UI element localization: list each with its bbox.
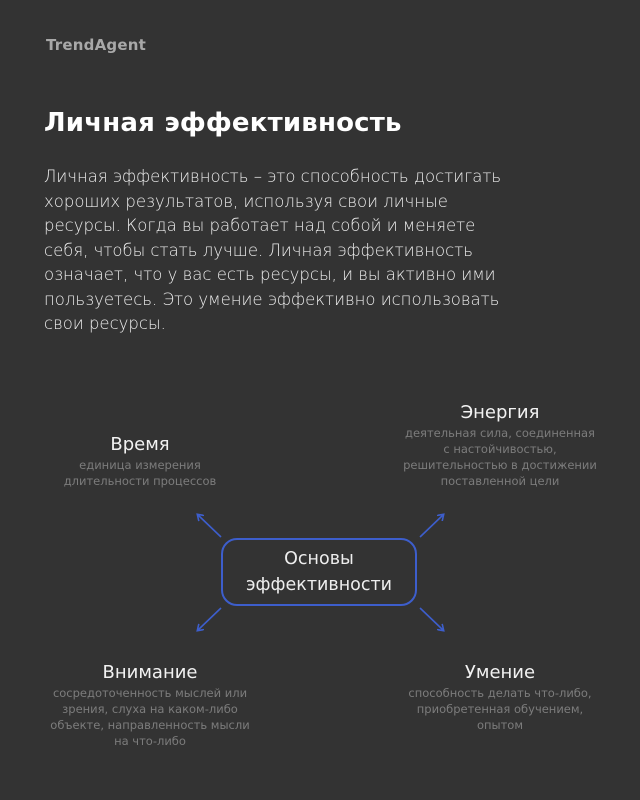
node-title: Внимание (102, 662, 198, 683)
desc-line: деятельная сила, соединенная (405, 426, 595, 440)
center-concept-box (221, 538, 417, 606)
desc-line: сосредоточенность мыслей или (52, 686, 248, 700)
page-title: Личная эффективность (44, 108, 402, 138)
intro-line: свои ресурсы. (44, 314, 166, 333)
arrow-down-right-icon (420, 608, 443, 630)
arrow-up-left-icon (198, 515, 221, 537)
center-line-1: Основы (284, 549, 354, 569)
desc-line: единица измерения (79, 458, 201, 472)
brand-logo: TrendAgent (46, 36, 146, 54)
intro-line: пользуетесь. Это умение эффективно использовать (44, 289, 500, 309)
desc-line: на что-либо (114, 734, 186, 748)
intro-line: хороших результатов, используя свои личные (44, 191, 448, 211)
node-title: Умение (464, 662, 536, 683)
desc-line: решительностью в достижении (403, 458, 597, 472)
intro-line: себя, чтобы стать лучше. Личная эффективность (44, 240, 473, 260)
desc-line: опытом (476, 718, 524, 732)
center-line-2: эффективности (245, 575, 393, 595)
desc-line: с настойчивостью, (443, 442, 557, 456)
intro-line: Личная эффективность – это способность достигать (44, 167, 502, 186)
desc-line: длительности процессов (63, 474, 217, 488)
desc-line: объекте, направленность мысли (50, 718, 250, 732)
desc-line: приобретенная обучением, (416, 702, 584, 716)
intro-line: означает, что у вас есть ресурсы, и вы активно ими (44, 265, 496, 284)
arrow-up-right-icon (420, 515, 443, 537)
node-title: Время (110, 434, 170, 455)
desc-line: поставленной цели (440, 474, 560, 488)
arrow-down-left-icon (198, 608, 221, 630)
desc-line: способность делать что-либо, (408, 686, 592, 700)
desc-line: зрения, слуха на каком-либо (62, 702, 238, 716)
intro-line: ресурсы. Когда вы работает над собой и меняете (44, 216, 476, 235)
node-title: Энергия (460, 402, 540, 423)
